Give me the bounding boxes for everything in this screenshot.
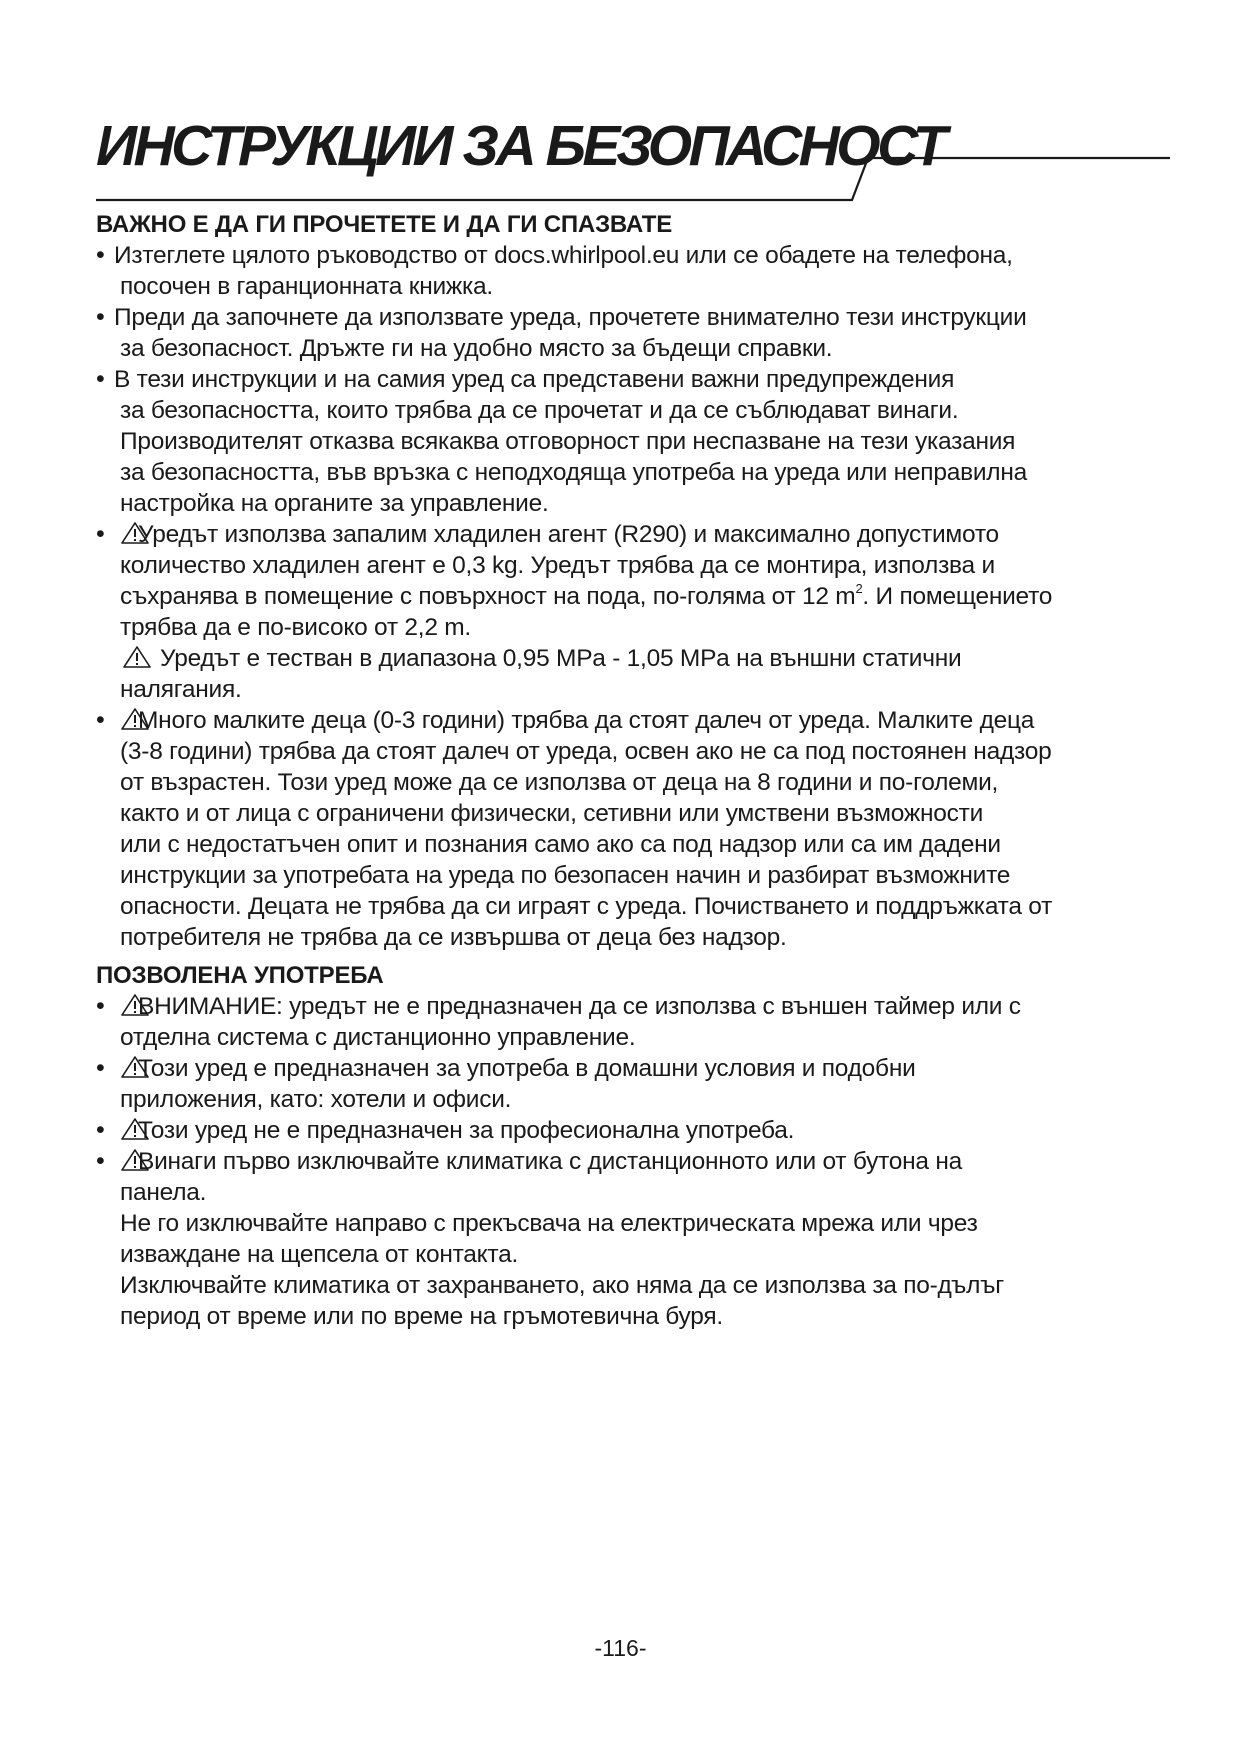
bullet: • [96, 1147, 105, 1175]
bullet: • [96, 241, 105, 269]
page-title: ИНСТРУКЦИИ ЗА БЕЗОПАСНОСТ [96, 114, 944, 178]
text-line: Производителят отказва всякаква отговорност при неспазване на тези указания [120, 428, 1016, 455]
bullet: • [96, 992, 105, 1020]
section-important [96, 209, 1176, 953]
warning-triangle-icon [122, 645, 152, 669]
title-underline-decoration [0, 0, 1241, 220]
page-body [96, 209, 1176, 1332]
text-line: изваждане на щепсела от контакта. [120, 1241, 519, 1268]
bullet: • [96, 303, 105, 331]
bullet: • [96, 1054, 105, 1082]
text-line: Уредът е тестван в диапазона 0,95 MPa - 1,05 MPa на външни статични [160, 645, 962, 672]
text-line: В тези инструкции и на самия уред са представени важни предупреждения [114, 366, 955, 393]
text-line: Уредът използва запалим хладилен агент (R290) и максимално допустимото [138, 521, 999, 548]
text-line: Този уред не е предназначен за професионална употреба. [138, 1117, 795, 1144]
text-line: за безопасността, които трябва да се прочетат и да се съблюдават винаги. [120, 397, 959, 424]
list-item [96, 991, 1176, 1053]
text-line: от възрастен. Този уред може да се използва от деца на 8 години и по-големи, [120, 769, 999, 796]
text-line-tail: . И помещението [862, 583, 1053, 610]
text-line: или с недостатъчен опит и познания само ако са под надзор или са им дадени [120, 831, 1001, 858]
list-item-refrigerant [96, 519, 1176, 705]
text-line: за безопасността, във връзка с неподходяща употреба на уреда или неправилна [120, 459, 1027, 486]
text-line: приложения, като: хотели и офиси. [120, 1086, 512, 1113]
text-line: Този уред е предназначен за употреба в домашни условия и подобни [138, 1055, 916, 1082]
text-line: посочен в гаранционната книжка. [120, 273, 493, 300]
text-line: период от време или по време на гръмотевична буря. [120, 1303, 723, 1330]
text-line: Много малките деца (0-3 години) трябва да стоят далеч от уреда. Малките деца [138, 707, 1035, 734]
superscript: 2 [855, 581, 863, 596]
text-line: Изтеглете цялото ръководство от docs.whirlpool.eu или се обадете на телефона, [114, 242, 1013, 269]
permitted-use-list [96, 991, 1176, 1332]
list-item [96, 1146, 1176, 1332]
text-line: панела. [120, 1179, 207, 1206]
text-line: отделна система с дистанционно управление. [120, 1024, 636, 1051]
text-line: трябва да е по-високо от 2,2 m. [120, 614, 471, 641]
text-line: ВНИМАНИЕ: уредът не е предназначен да се използва с външен таймер или с [138, 993, 1021, 1020]
section-heading-important: ВАЖНО Е ДА ГИ ПРОЧЕТЕТЕ И ДА ГИ СПАЗВАТЕ [96, 211, 673, 238]
text-line: опасности. Децата не трябва да си играят с уреда. Почистването и поддръжката от [120, 893, 1053, 920]
list-item-children [96, 705, 1176, 953]
bullet: • [96, 1116, 105, 1144]
bullet: • [96, 520, 105, 548]
text-line: Винаги първо изключвайте климатика с дистанционното или от бутона на [138, 1148, 963, 1175]
text-line: съхранява в помещение с повърхност на пода, по-голяма от 12 m [120, 583, 856, 610]
list-item [96, 1115, 1176, 1146]
list-item [96, 302, 1176, 364]
text-line: Преди да започнете да използвате уреда, прочетете внимателно тези инструкции [114, 304, 1027, 331]
page-number: -116- [594, 1635, 647, 1661]
text-line: потребителя не трябва да се извършва от деца без надзор. [120, 924, 787, 951]
list-item [96, 364, 1176, 519]
important-list [96, 240, 1176, 953]
text-line: (3-8 години) трябва да стоят далеч от уреда, освен ако не са под постоянен надзор [120, 738, 1052, 765]
text-line: за безопасност. Дръжте ги на удобно място за бъдещи справки. [120, 335, 833, 362]
section-permitted-use [96, 960, 1176, 1332]
section-heading-permitted-use: ПОЗВОЛЕНА УПОТРЕБА [96, 962, 384, 989]
list-item [96, 1053, 1176, 1115]
text-line: както и от лица с ограничени физически, сетивни или умствени възможности [120, 800, 984, 827]
text-line: Изключвайте климатика от захранването, ако няма да се използва за по-дълъг [120, 1272, 1004, 1299]
text-line: настройка на органите за управление. [120, 490, 549, 517]
bullet: • [96, 706, 105, 734]
text-line: количество хладилен агент е 0,3 kg. Уредът трябва да се монтира, използва и [120, 552, 995, 579]
text-line: Не го изключвайте направо с прекъсвача на електрическата мрежа или чрез [120, 1210, 978, 1237]
list-item [96, 240, 1176, 302]
text-line: инструкции за употребата на уреда по безопасен начин и разбират възможните [120, 862, 1011, 889]
bullet: • [96, 365, 105, 393]
text-line: налягания. [120, 676, 242, 703]
